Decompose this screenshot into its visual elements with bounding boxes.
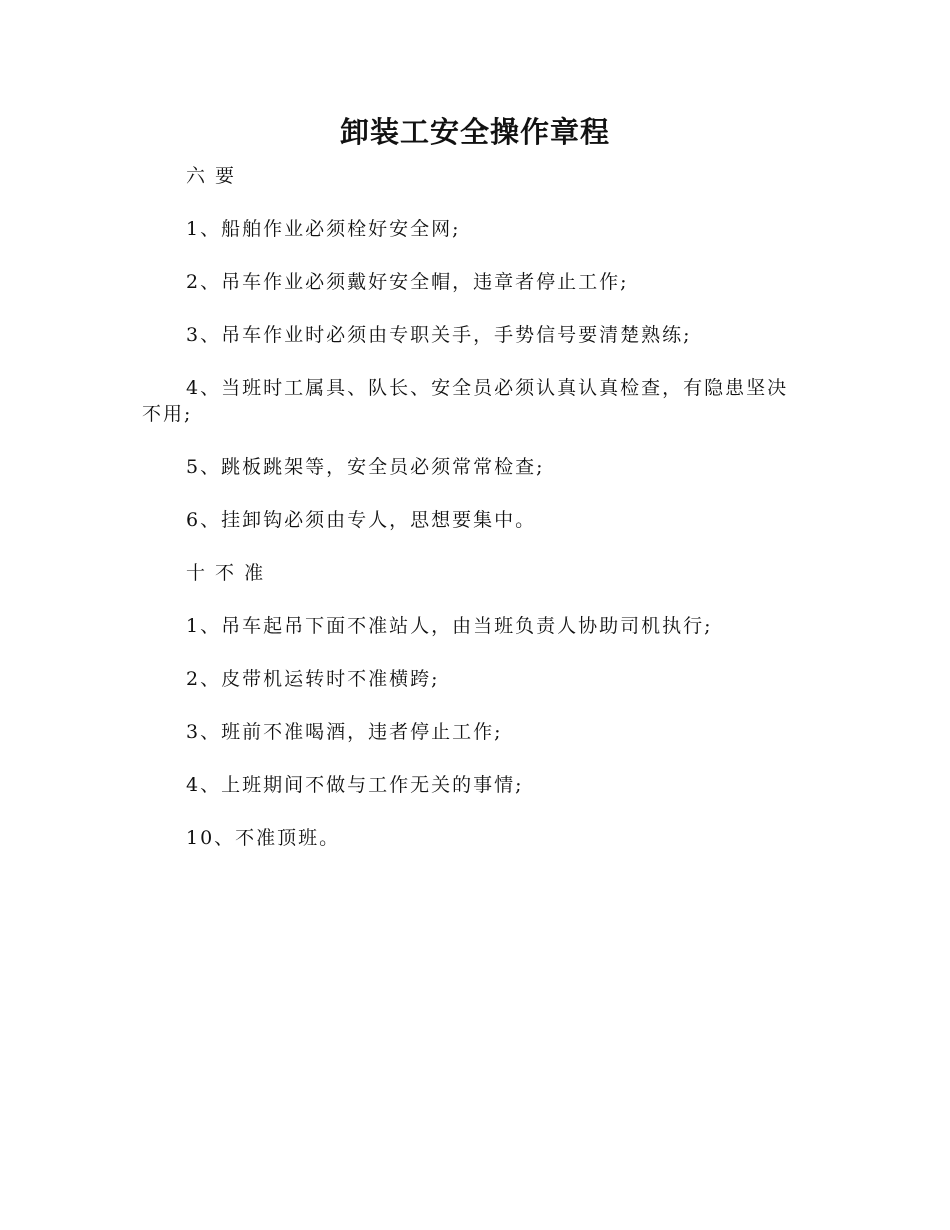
document-body: [142, 163, 808, 851]
prohibition-item-3: 3、班前不准喝酒，违者停止工作;: [186, 721, 503, 743]
document-title: 卸装工安全操作章程: [339, 115, 610, 149]
prohibition-item-2: 2、皮带机运转时不准横跨;: [186, 668, 440, 690]
prohibition-item-4: 4、上班期间不做与工作无关的事情;: [186, 774, 524, 796]
requirement-item-6: 6、挂卸钩必须由专人，思想要集中。: [186, 509, 537, 531]
requirement-item-5: 5、跳板跳架等，安全员必须常常检查;: [186, 456, 545, 478]
prohibition-item-1: 1、吊车起吊下面不准站人，由当班负责人协助司机执行;: [186, 615, 713, 637]
requirement-item-1: 1、船舶作业必须栓好安全网;: [186, 218, 461, 240]
section-heading-six-requirements: 六 要: [186, 165, 237, 187]
section-heading-ten-prohibitions: 十 不 准: [186, 562, 266, 584]
requirement-item-3: 3、吊车作业时必须由专职关手，手势信号要清楚熟练;: [186, 324, 692, 346]
requirement-item-2: 2、吊车作业必须戴好安全帽，违章者停止工作;: [186, 271, 629, 293]
requirement-item-4: 4、当班时工属具、队长、安全员必须认真认真检查，有隐患坚决不用;: [142, 377, 789, 425]
prohibition-item-10: 10、不准顶班。: [186, 827, 341, 849]
